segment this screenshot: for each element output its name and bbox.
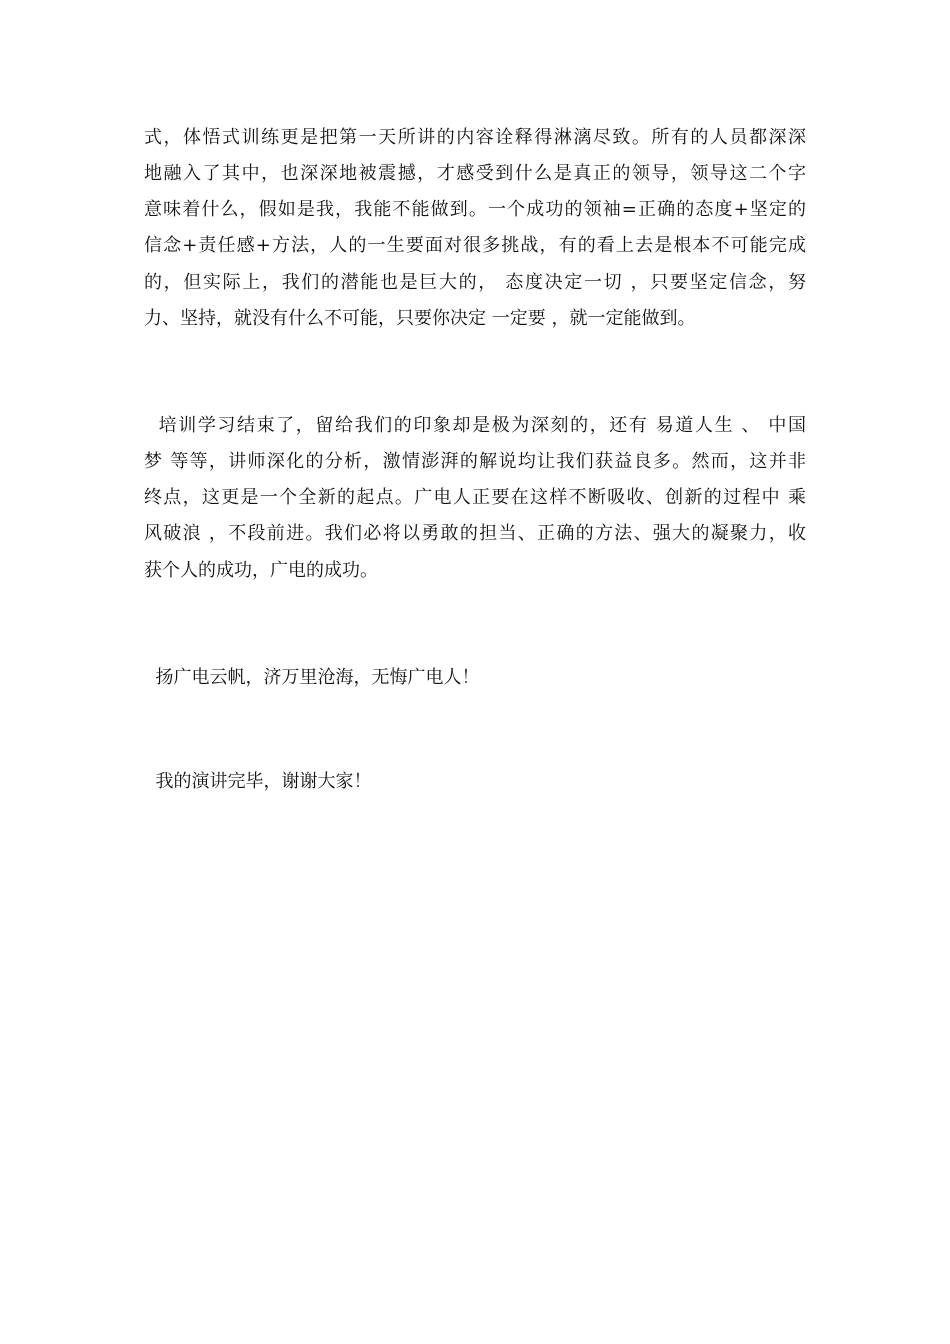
paragraph-line: 的，但实际上，我们的潜能也是巨大的， 态度决定一切 ，只要坚定信念，努 [144, 272, 806, 293]
paragraph-line: 终点，这更是一个全新的起点。广电人正要在这样不断吸收、创新的过程中 乘 [144, 487, 806, 508]
paragraph-line: 力、坚持，就没有什么不可能，只要你决定 一定要 ，就一定能做到。 [144, 308, 696, 329]
paragraph-line: 梦 等等，讲师深化的分析，激情澎湃的解说均让我们获益良多。然而，这并非 [144, 451, 806, 472]
paragraph-line: 信念+责任感+方法，人的一生要面对很多挑战，有的看上去是根本不可能完成 [144, 235, 806, 256]
paragraph-line: 我的演讲完毕，谢谢大家！ [144, 771, 372, 792]
paragraph-line: 意味着什么，假如是我，我能不能做到。一个成功的领袖=正确的态度+坚定的 [144, 199, 806, 220]
paragraph-line: 风破浪 ，不段前进。我们必将以勇敢的担当、正确的方法、强大的凝聚力，收 [144, 523, 806, 544]
paragraph-line: 地融入了其中，也深深地被震撼，才感受到什么是真正的领导，领导这二个字 [144, 163, 806, 184]
paragraph-line: 获个人的成功，广电的成功。 [144, 560, 378, 581]
paragraph-line: 扬广电云帆，济万里沧海，无悔广电人！ [144, 667, 480, 688]
paragraph-line: 培训学习结束了，留给我们的印象却是极为深刻的，还有 易道人生 、 中国 [144, 415, 806, 436]
paragraph-line: 式，体悟式训练更是把第一天所讲的内容诠释得淋漓尽致。所有的人员都深深 [144, 127, 806, 148]
